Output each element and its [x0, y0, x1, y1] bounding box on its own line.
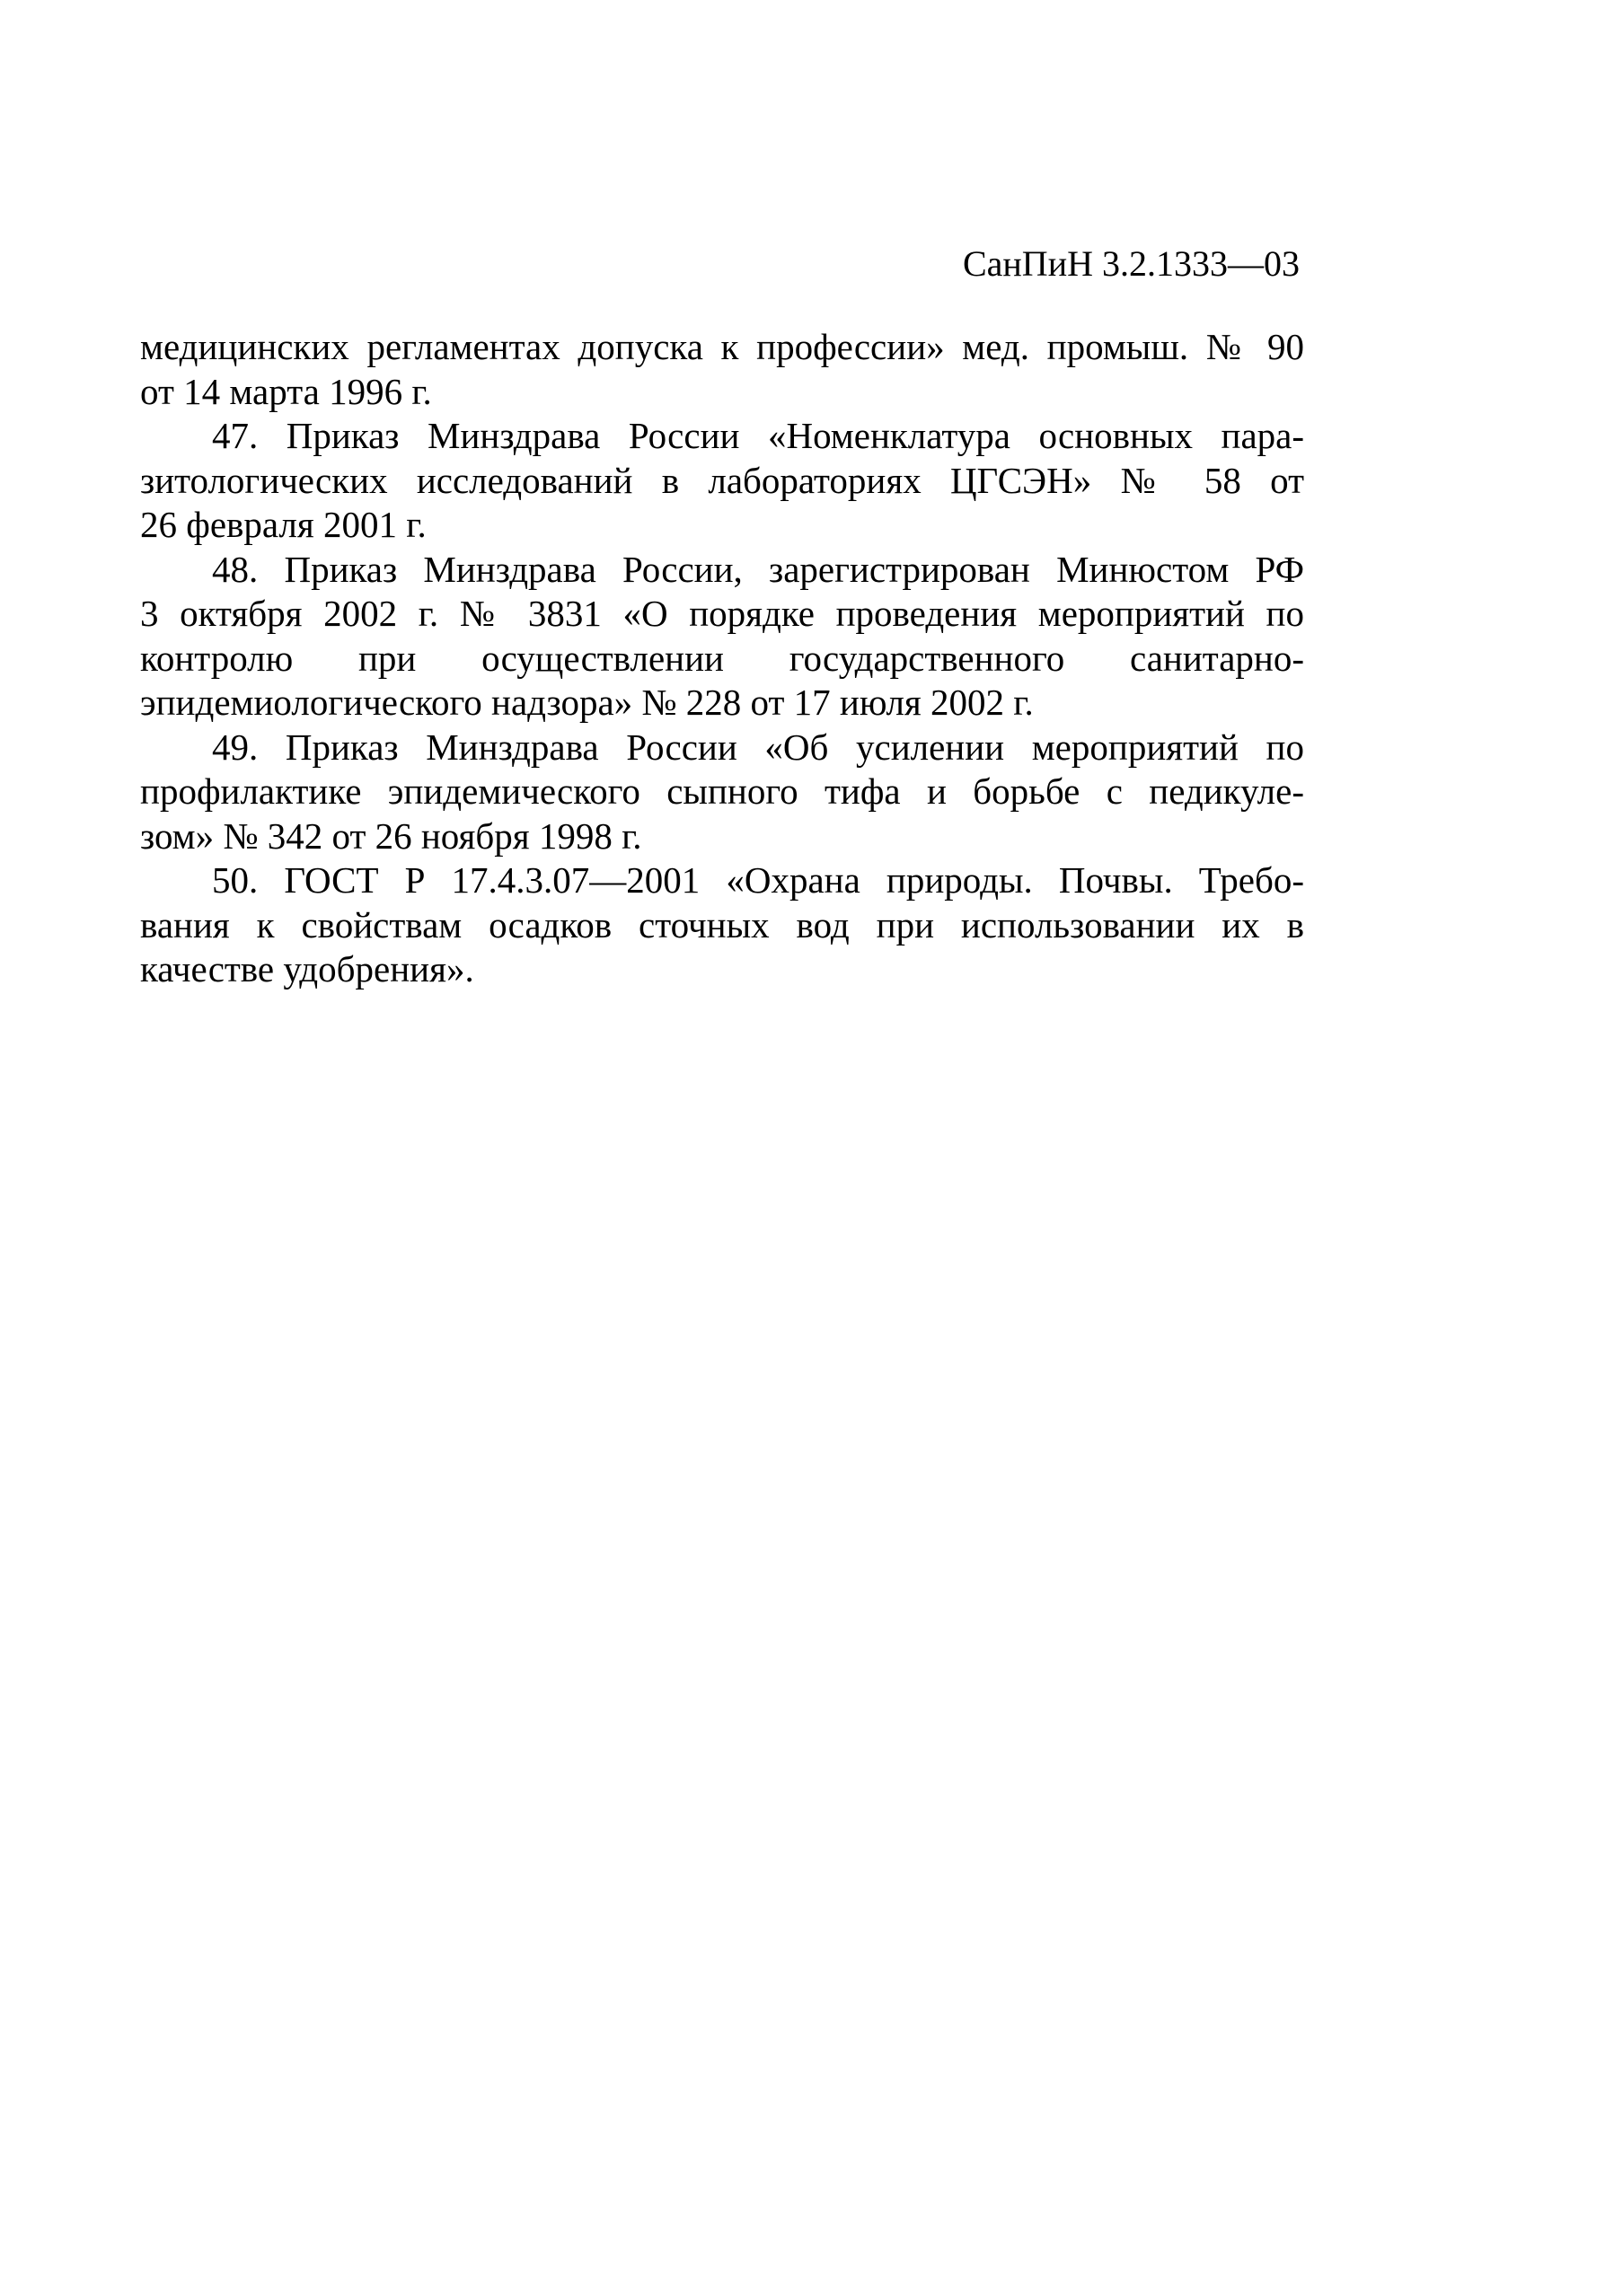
- text-line: контролю при осуществлении государственного санитарно-: [140, 637, 1304, 679]
- text-line: вания к свойствам осадков сточных вод при использовании их в: [140, 903, 1304, 946]
- text-line: от 14 марта 1996 г.: [140, 370, 432, 412]
- text-line: профилактике эпидемического сыпного тифа и борьбе с педикуле-: [140, 770, 1304, 812]
- body-text: [140, 325, 1304, 992]
- paragraph-item-47: [140, 414, 1304, 548]
- paragraph-item-49: [140, 726, 1304, 859]
- text-line: 26 февраля 2001 г.: [140, 504, 427, 545]
- paragraph-item-48: [140, 548, 1304, 726]
- paragraph-continued-46: [140, 325, 1304, 414]
- text-line: 49. Приказ Минздрава России «Об усилении мероприятий по: [212, 726, 1304, 768]
- text-line: эпидемиологического надзора» № 228 от 17 июля 2002 г.: [140, 682, 1034, 723]
- running-header-doc-code: СанПиН 3.2.1333—03: [962, 243, 1300, 284]
- text-line: медицинских регламентах допуска к профессии» мед. промыш. № 90: [140, 326, 1304, 367]
- text-line: 50. ГОСТ Р 17.4.3.07—2001 «Охрана природы. Почвы. Требо-: [212, 859, 1304, 901]
- text-line: 47. Приказ Минздрава России «Номенклатура основных пара-: [212, 415, 1304, 456]
- text-line: 48. Приказ Минздрава России, зарегистрирован Минюстом РФ: [212, 548, 1304, 590]
- text-line: качестве удобрения».: [140, 948, 474, 990]
- text-line: 3 октября 2002 г. № 3831 «О порядке проведения мероприятий по: [140, 593, 1304, 634]
- paragraph-item-50: [140, 858, 1304, 992]
- text-line: зитологических исследований в лабораториях ЦГСЭН» № 58 от: [140, 459, 1304, 501]
- text-line: зом» № 342 от 26 ноября 1998 г.: [140, 814, 642, 857]
